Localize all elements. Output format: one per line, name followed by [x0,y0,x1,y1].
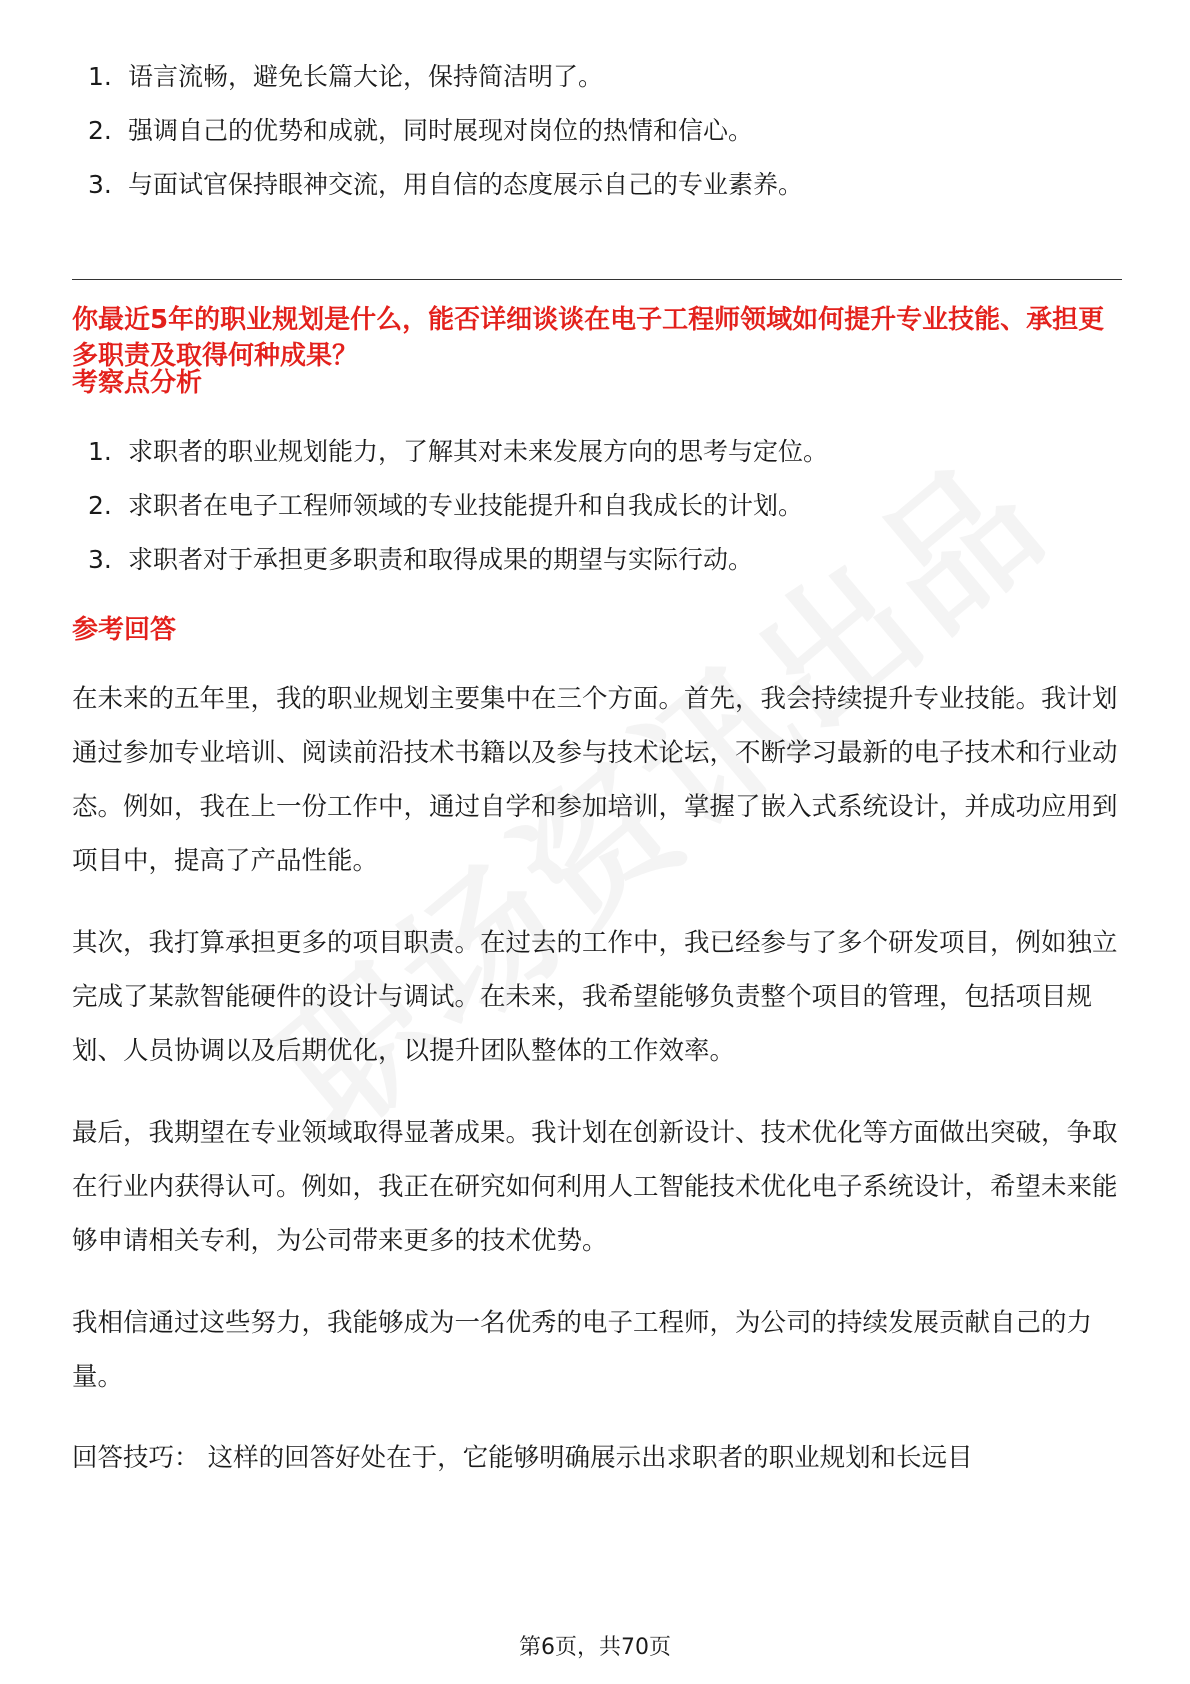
answer-paragraph: 我相信通过这些努力，我能够成为一名优秀的电子工程师，为公司的持续发展贡献自己的力量。 [72,1308,1093,1392]
answer-tip: 回答技巧： 这样的回答好处在于，它能够明确展示出求职者的职业规划和长远目 [72,1443,973,1473]
list-item: 3. 与面试官保持眼神交流，用自信的态度展示自己的专业素养。 [88,170,804,199]
answer-paragraph: 其次，我打算承担更多的项目职责。在过去的工作中，我已经参与了多个研发项目，例如独立完成了某款智能硬件的设计与调试。在未来，我希望能够负责整个项目的管理，包括项目规划、人员协调以及后期优化，以提升团队整体的工作效率。 [72,928,1118,1066]
list-item: 2. 求职者在电子工程师领域的专业技能提升和自我成长的计划。 [88,491,804,520]
answer-paragraph: 最后，我期望在专业领域取得显著成果。我计划在创新设计、技术优化等方面做出突破，争取在行业内获得认可。例如，我正在研究如何利用人工智能技术优化电子系统设计，希望未来能够申请相关专利，为公司带来更多的技术优势。 [72,1118,1118,1256]
answer-heading: 参考回答 [72,615,177,645]
question-heading: 你最近5年的职业规划是什么，能否详细谈谈在电子工程师领域如何提升专业技能、承担更多职责及取得何种成果？ [72,305,1105,371]
page-number: 第6页，共70页 [519,1635,671,1660]
list-item: 2. 强调自己的优势和成就，同时展现对岗位的热情和信心。 [88,116,754,145]
section-divider [72,279,1122,280]
answer-paragraph: 在未来的五年里，我的职业规划主要集中在三个方面。首先，我会持续提升专业技能。我计划通过参加专业培训、阅读前沿技术书籍以及参与技术论坛，不断学习最新的电子技术和行业动态。例如，我在上一份工作中，通过自学和参加培训，掌握了嵌入式系统设计，并成功应用到项目中，提高了产品性能。 [72,684,1118,876]
analysis-heading: 考察点分析 [72,368,203,398]
list-item: 1. 语言流畅，避免长篇大论，保持简洁明了。 [88,62,604,91]
list-item: 3. 求职者对于承担更多职责和取得成果的期望与实际行动。 [88,545,754,574]
list-item: 1. 求职者的职业规划能力，了解其对未来发展方向的思考与定位。 [88,437,829,466]
